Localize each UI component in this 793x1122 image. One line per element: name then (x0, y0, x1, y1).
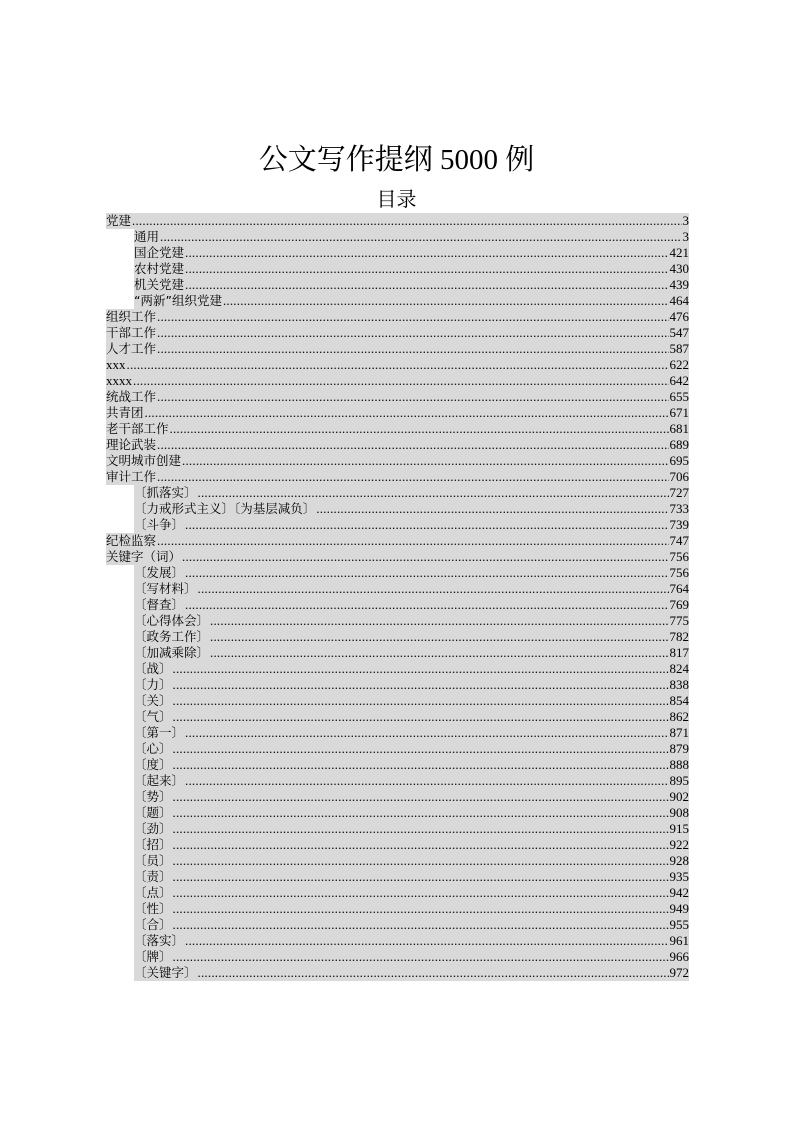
dot-leader (173, 869, 669, 885)
toc-entry-label: “两新”组织党建 (134, 293, 222, 308)
toc-entry-label: 农村党建 (134, 261, 185, 276)
toc-entry-label: 〔气〕 (134, 709, 172, 724)
toc-entry-page: 775 (669, 613, 689, 628)
toc-entry-label: 〔督查〕 (134, 597, 185, 612)
toc-entry[interactable] (134, 821, 689, 837)
toc-entry[interactable] (106, 325, 689, 341)
toc-entry-page: 747 (669, 533, 689, 548)
toc-entry-page: 756 (669, 565, 689, 580)
toc-entry-label: 〔招〕 (134, 837, 172, 852)
dot-leader (157, 325, 668, 341)
toc-entry[interactable] (134, 933, 689, 949)
dot-leader (157, 309, 668, 325)
toc-entry[interactable] (106, 405, 689, 421)
toc-entry-label: 〔心〕 (134, 741, 172, 756)
toc-entry-label: 〔抓落实〕 (134, 485, 197, 500)
toc-entry[interactable] (106, 533, 689, 549)
toc-entry-page: 3 (682, 213, 689, 228)
toc-entry-label: 〔点〕 (134, 885, 172, 900)
toc-entry-label: 纪检监察 (106, 533, 157, 548)
toc-entry-label: 国企党建 (134, 245, 185, 260)
toc-entry-page: 3 (682, 229, 689, 244)
toc-entry-label: 老干部工作 (106, 421, 169, 436)
dot-leader (210, 645, 668, 661)
toc-entry[interactable] (106, 357, 689, 373)
toc-entry-page: 695 (669, 453, 689, 468)
dot-leader (173, 789, 669, 805)
toc-entry-page: 439 (669, 277, 689, 292)
toc-entry-label: xxxx (106, 373, 132, 388)
toc-entry[interactable] (134, 709, 689, 725)
dot-leader (185, 565, 668, 581)
dot-leader (173, 757, 669, 773)
toc-entry-page: 769 (669, 597, 689, 612)
dot-leader (173, 853, 669, 869)
toc-entry[interactable] (134, 501, 689, 517)
toc-entry[interactable] (134, 661, 689, 677)
toc-entry[interactable] (134, 949, 689, 965)
toc-entry[interactable] (106, 437, 689, 453)
toc-entry[interactable] (134, 837, 689, 853)
toc-entry-page: 733 (669, 501, 689, 516)
toc-entry-label: 〔劲〕 (134, 821, 172, 836)
toc-entry[interactable] (134, 517, 689, 533)
dot-leader (173, 949, 669, 965)
dot-leader (157, 533, 668, 549)
toc-entry-page: 838 (669, 677, 689, 692)
toc-entry-label: 〔力戒形式主义〕〔为基层减负〕 (134, 501, 316, 516)
toc-entry[interactable] (134, 773, 689, 789)
toc-entry[interactable] (134, 693, 689, 709)
dot-leader (198, 965, 669, 981)
toc-entry-page: 739 (669, 517, 689, 532)
toc-entry-page: 476 (669, 309, 689, 324)
toc-entry[interactable] (134, 645, 689, 661)
toc-entry-label: 〔加减乘除〕 (134, 645, 210, 660)
toc-entry-label: 机关党建 (134, 277, 185, 292)
toc-entry[interactable] (134, 597, 689, 613)
toc-entry-page: 935 (669, 869, 689, 884)
toc-entry-page: 942 (669, 885, 689, 900)
toc-entry-page: 888 (669, 757, 689, 772)
toc-entry-label: 〔度〕 (134, 757, 172, 772)
toc-entry-page: 655 (669, 389, 689, 404)
dot-leader (185, 245, 668, 261)
toc-entry[interactable] (106, 549, 689, 565)
toc-entry-label: 文明城市创建 (106, 453, 182, 468)
toc-entry-label: 〔员〕 (134, 853, 172, 868)
toc-entry-page: 854 (669, 693, 689, 708)
dot-leader (157, 389, 668, 405)
toc-entry[interactable] (134, 917, 689, 933)
toc-entry-page: 782 (669, 629, 689, 644)
toc-entry-page: 955 (669, 917, 689, 932)
toc-entry[interactable] (134, 261, 689, 277)
toc-entry[interactable] (134, 741, 689, 757)
dot-leader (185, 773, 668, 789)
toc-entry-label: 〔牌〕 (134, 949, 172, 964)
dot-leader (157, 341, 668, 357)
toc-entry-page: 928 (669, 853, 689, 868)
toc-entry-page: 642 (669, 373, 689, 388)
toc-entry-label: 〔心得体会〕 (134, 613, 210, 628)
toc-entry-label: 〔战〕 (134, 661, 172, 676)
toc-entry-page: 871 (669, 725, 689, 740)
toc-entry-page: 949 (669, 901, 689, 916)
toc-entry-label: 〔第一〕 (134, 725, 185, 740)
toc-entry-page: 972 (669, 965, 689, 980)
dot-leader (185, 597, 668, 613)
toc-entry-page: 764 (669, 581, 689, 596)
dot-leader (173, 661, 669, 677)
dot-leader (182, 453, 668, 469)
toc-entry-page: 966 (669, 949, 689, 964)
dot-leader (185, 277, 668, 293)
dot-leader (173, 901, 669, 917)
toc-entry-page: 922 (669, 837, 689, 852)
toc-entry-page: 862 (669, 709, 689, 724)
toc-entry[interactable] (106, 469, 689, 485)
toc-entry[interactable] (134, 229, 689, 245)
dot-leader (173, 709, 669, 725)
toc-entry-page: 689 (669, 437, 689, 452)
toc-entry-label: 〔斗争〕 (134, 517, 185, 532)
toc-entry[interactable] (106, 213, 689, 229)
toc-entry[interactable] (134, 581, 689, 597)
toc-entry[interactable] (134, 629, 689, 645)
toc-entry-label: 统战工作 (106, 389, 157, 404)
toc-entry[interactable] (106, 389, 689, 405)
toc-entry-label: 党建 (106, 213, 132, 228)
dot-leader (185, 517, 668, 533)
dot-leader (185, 933, 668, 949)
dot-leader (210, 613, 668, 629)
toc-entry-page: 430 (669, 261, 689, 276)
toc-entry-page: 727 (669, 485, 689, 500)
toc-entry[interactable] (134, 885, 689, 901)
dot-leader (223, 293, 669, 309)
toc-entry-label: 〔责〕 (134, 869, 172, 884)
dot-leader (173, 837, 669, 853)
toc-entry[interactable] (134, 965, 689, 981)
toc-entry[interactable] (134, 805, 689, 821)
toc-entry-label: 关键字（词） (106, 549, 182, 564)
toc-entry-label: 〔合〕 (134, 917, 172, 932)
dot-leader (157, 469, 668, 485)
toc-entry[interactable] (134, 677, 689, 693)
toc-entry-label: xxx (106, 357, 126, 372)
toc-entry-label: 〔力〕 (134, 677, 172, 692)
dot-leader (173, 677, 669, 693)
toc-entry-label: 〔落实〕 (134, 933, 185, 948)
toc-entry[interactable] (134, 853, 689, 869)
toc-entry-page: 421 (669, 245, 689, 260)
toc-entry-page: 622 (669, 357, 689, 372)
dot-leader (132, 213, 681, 229)
toc-entry-page: 824 (669, 661, 689, 676)
toc-entry-page: 464 (669, 293, 689, 308)
toc-entry-label: 通用 (134, 229, 160, 244)
toc-entry-label: 理论武装 (106, 437, 157, 452)
toc-entry[interactable] (134, 757, 689, 773)
toc-entry[interactable] (134, 869, 689, 885)
dot-leader (170, 421, 669, 437)
toc-entry-label: 〔关键字〕 (134, 965, 197, 980)
dot-leader (173, 917, 669, 933)
dot-leader (316, 501, 668, 517)
toc-entry-label: 〔写材料〕 (134, 581, 197, 596)
toc-entry[interactable] (134, 789, 689, 805)
dot-leader (198, 485, 669, 501)
toc-entry-label: 审计工作 (106, 469, 157, 484)
toc-entry[interactable] (134, 725, 689, 741)
dot-leader (173, 821, 669, 837)
toc-entry-label: 干部工作 (106, 325, 157, 340)
dot-leader (210, 629, 668, 645)
toc-entry-page: 961 (669, 933, 689, 948)
dot-leader (160, 229, 681, 245)
toc-entry-label: 人才工作 (106, 341, 157, 356)
toc-entry-page: 671 (669, 405, 689, 420)
toc-entry[interactable] (106, 421, 689, 437)
toc-entry-label: 〔关〕 (134, 693, 172, 708)
dot-leader (185, 261, 668, 277)
toc-entry-page: 681 (669, 421, 689, 436)
toc-entry[interactable] (134, 613, 689, 629)
toc-entry[interactable] (106, 373, 689, 389)
toc-entry-label: 〔性〕 (134, 901, 172, 916)
toc-entry-page: 817 (669, 645, 689, 660)
toc-entry-label: 〔政务工作〕 (134, 629, 210, 644)
table-of-contents (106, 213, 689, 981)
toc-entry-page: 547 (669, 325, 689, 340)
toc-entry[interactable] (134, 245, 689, 261)
toc-entry[interactable] (106, 309, 689, 325)
dot-leader (173, 885, 669, 901)
dot-leader (173, 693, 669, 709)
dot-leader (182, 549, 668, 565)
dot-leader (157, 437, 668, 453)
toc-entry-label: 〔起来〕 (134, 773, 185, 788)
toc-entry[interactable] (134, 277, 689, 293)
toc-heading: 目录 (376, 189, 417, 211)
dot-leader (133, 373, 669, 389)
dot-leader (173, 741, 669, 757)
dot-leader (173, 805, 669, 821)
toc-entry[interactable] (134, 293, 689, 309)
dot-leader (127, 357, 669, 373)
toc-entry[interactable] (134, 485, 689, 501)
toc-entry-label: 〔势〕 (134, 789, 172, 804)
toc-entry-page: 908 (669, 805, 689, 820)
document-title: 公文写作提纲 5000 例 (258, 144, 535, 176)
toc-entry-label: 组织工作 (106, 309, 157, 324)
toc-entry[interactable] (106, 453, 689, 469)
toc-entry-page: 915 (669, 821, 689, 836)
toc-entry-page: 895 (669, 773, 689, 788)
toc-entry-page: 587 (669, 341, 689, 356)
dot-leader (145, 405, 669, 421)
toc-entry-label: 〔题〕 (134, 805, 172, 820)
dot-leader (185, 725, 668, 741)
toc-entry[interactable] (106, 341, 689, 357)
dot-leader (198, 581, 669, 597)
toc-entry-label: 〔发展〕 (134, 565, 185, 580)
toc-entry-page: 756 (669, 549, 689, 564)
toc-entry-page: 706 (669, 469, 689, 484)
toc-entry-page: 879 (669, 741, 689, 756)
toc-entry[interactable] (134, 565, 689, 581)
toc-entry[interactable] (134, 901, 689, 917)
toc-entry-label: 共青团 (106, 405, 144, 420)
toc-entry-page: 902 (669, 789, 689, 804)
